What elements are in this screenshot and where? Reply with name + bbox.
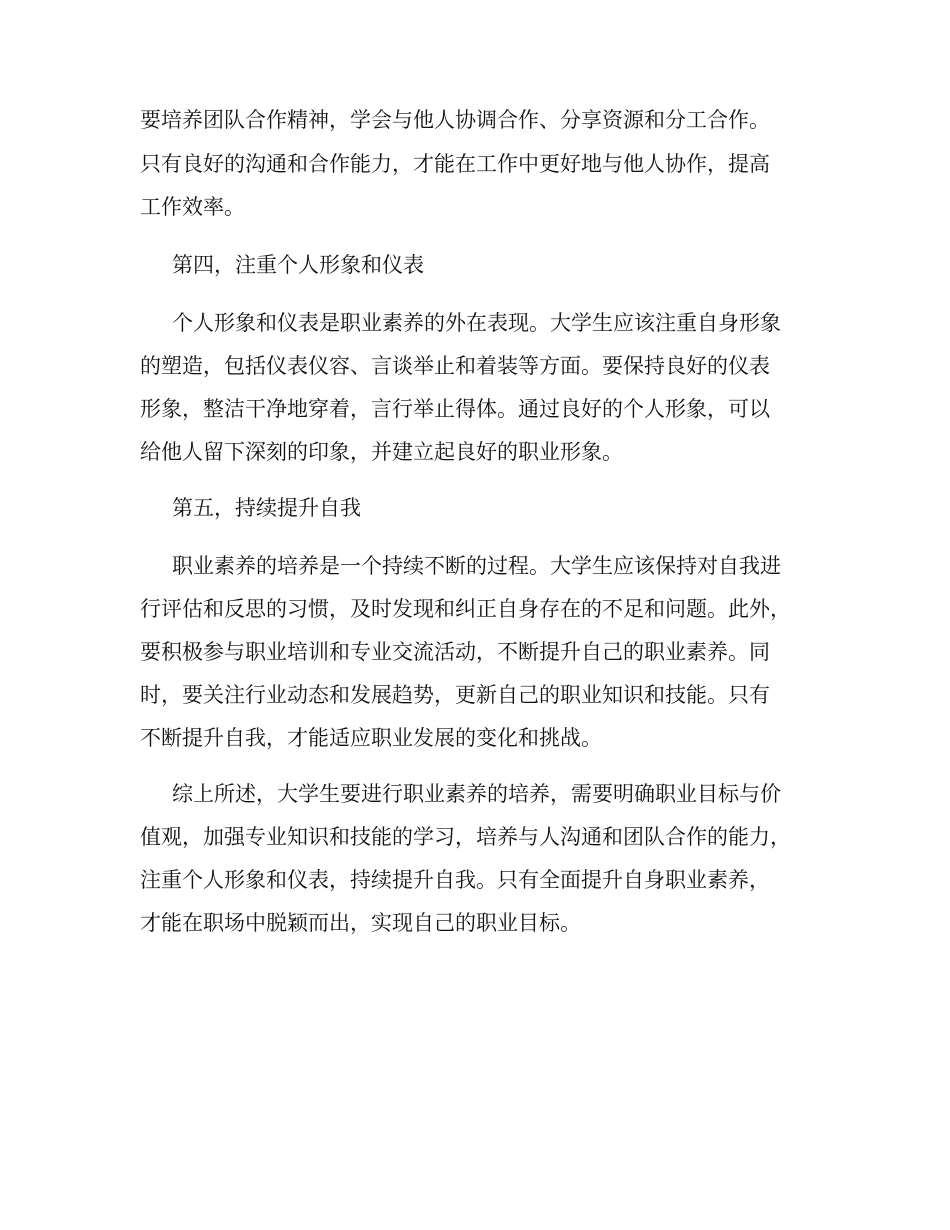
section-heading: 第五，持续提升自我: [172, 496, 361, 520]
paragraph-line: 只有良好的沟通和合作能力，才能在工作中更好地与他人协作，提高: [140, 152, 770, 176]
paragraph-line: 工作效率。: [140, 195, 245, 219]
paragraph-line: 要积极参与职业培训和专业交流活动，不断提升自己的职业素养。同: [140, 640, 770, 664]
paragraph-line: 给他人留下深刻的印象，并建立起良好的职业形象。: [140, 440, 623, 464]
paragraph-line: 综上所述，大学生要进行职业素养的培养，需要明确职业目标与价: [172, 782, 781, 806]
paragraph-line: 形象，整洁干净地穿着，言行举止得体。通过良好的个人形象，可以: [140, 397, 770, 421]
paragraph-line: 才能在职场中脱颖而出，实现自己的职业目标。: [140, 911, 581, 935]
paragraph-line: 行评估和反思的习惯，及时发现和纠正自身存在的不足和问题。此外，: [140, 597, 791, 621]
paragraph-line: 注重个人形象和仪表，持续提升自我。只有全面提升自身职业素养，: [140, 868, 770, 892]
paragraph-line: 时，要关注行业动态和发展趋势，更新自己的职业知识和技能。只有: [140, 683, 770, 707]
paragraph-line: 个人形象和仪表是职业素养的外在表现。大学生应该注重自身形象: [172, 311, 781, 335]
paragraph-line: 的塑造，包括仪表仪容、言谈举止和着装等方面。要保持良好的仪表: [140, 354, 770, 378]
paragraph-line: 要培养团队合作精神，学会与他人协调合作、分享资源和分工合作。: [140, 108, 770, 132]
paragraph-line: 值观，加强专业知识和技能的学习，培养与人沟通和团队合作的能力，: [140, 825, 791, 849]
paragraph-line: 职业素养的培养是一个持续不断的过程。大学生应该保持对自我进: [172, 554, 781, 578]
section-heading: 第四，注重个人形象和仪表: [172, 253, 424, 277]
paragraph-line: 不断提升自我，才能适应职业发展的变化和挑战。: [140, 726, 602, 750]
